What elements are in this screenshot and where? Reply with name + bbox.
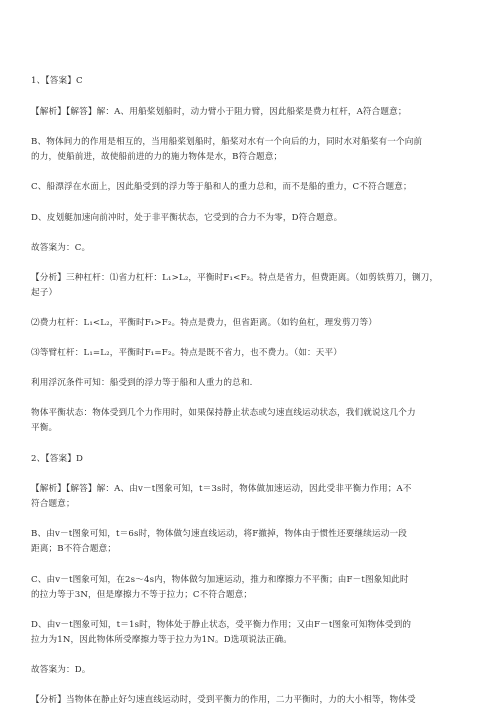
analysis-line: 的拉力等于3N，但是摩擦力不等于拉力；C不符合题意； <box>31 590 253 600</box>
analysis-line: 【解析】【解答】解：A、用船桨划船时，动力臂小于阻力臂，因此船桨是费力杠杆，A符合题意； <box>31 107 407 117</box>
analysis-line: 符合题意； <box>31 499 75 509</box>
explanation-line: ⑵费力杠杆：L₁<L₂，平衡时F₁>F₂。特点是费力，但省距离。（如钓鱼杠，理发剪刀等） <box>31 318 378 328</box>
explanation-line: 平衡。 <box>31 423 58 433</box>
explanation-line: 【分析】三种杠杆：⑴省力杠杆：L₁>L₂，平衡时F₁<F₂。特点是省力，但费距离。（如剪铁剪刀，铡刀， <box>31 273 439 283</box>
analysis-line: 【解析】【解答】解：A、由v－t图象可知，t＝3s时，物体做加速运动，因此受非平衡力作用；A不 <box>31 484 412 494</box>
analysis-line: 拉力为1N，因此物体所受摩擦力等于拉力为1N。D选项说法正确。 <box>31 635 292 645</box>
explanation-line: 起子） <box>31 288 58 298</box>
explanation-line: 物体平衡状态：物体受到几个力作用时，如果保持静止状态或匀速直线运动状态，我们就说这几个力 <box>31 408 416 418</box>
analysis-line: D、由v－t图象可知，t＝1s时，物体处于静止状态，受平衡力作用；又由F－t图象可知物体受到的 <box>31 620 412 630</box>
conclusion-line: 故答案为：C。 <box>31 243 91 253</box>
analysis-line: 距离；B不符合题意； <box>31 544 117 554</box>
conclusion-line: 故答案为：D。 <box>31 665 91 675</box>
analysis-line: B、物体间力的作用是相互的，当用船桨划船时，船桨对水有一个向后的力，同时水对船桨有一个向前 <box>31 137 423 147</box>
analysis-line: D、皮划艇加速向前冲时，处于非平衡状态，它受到的合力不为零，D符合题意。 <box>31 213 343 223</box>
analysis-line: B、由v－t图象可知，t＝6s时，物体做匀速直线运动，将F撤掉，物体由于惯性还要继续运动一段 <box>31 529 407 539</box>
analysis-line: 的力，使船前进，故使船前进的力的施力物体是水，B符合题意； <box>31 152 283 162</box>
answer-heading-2: 2、【答案】D <box>31 454 84 464</box>
answer-heading-1: 1、【答案】C <box>31 76 83 86</box>
explanation-line: 利用浮沉条件可知：船受到的浮力等于船和人重力的总和. <box>31 378 253 388</box>
explanation-line: 【分析】当物体在静止好匀速直线运动时，受到平衡力的作用，二力平衡时，力的大小相等，物体受 <box>31 695 416 705</box>
analysis-line: C、由v－t图象可知，在2s～4s内，物体做匀加速运动，推力和摩擦力不平衡；由F－t图象知此时 <box>31 575 409 585</box>
analysis-line: C、船漂浮在水面上，因此船受到的浮力等于船和人的重力总和，而不是船的重力，C不符合题意； <box>31 182 412 192</box>
explanation-line: ⑶等臂杠杆：L₁=L₂，平衡时F₁=F₂。特点是既不省力，也不费力。（如：天平） <box>31 348 343 358</box>
